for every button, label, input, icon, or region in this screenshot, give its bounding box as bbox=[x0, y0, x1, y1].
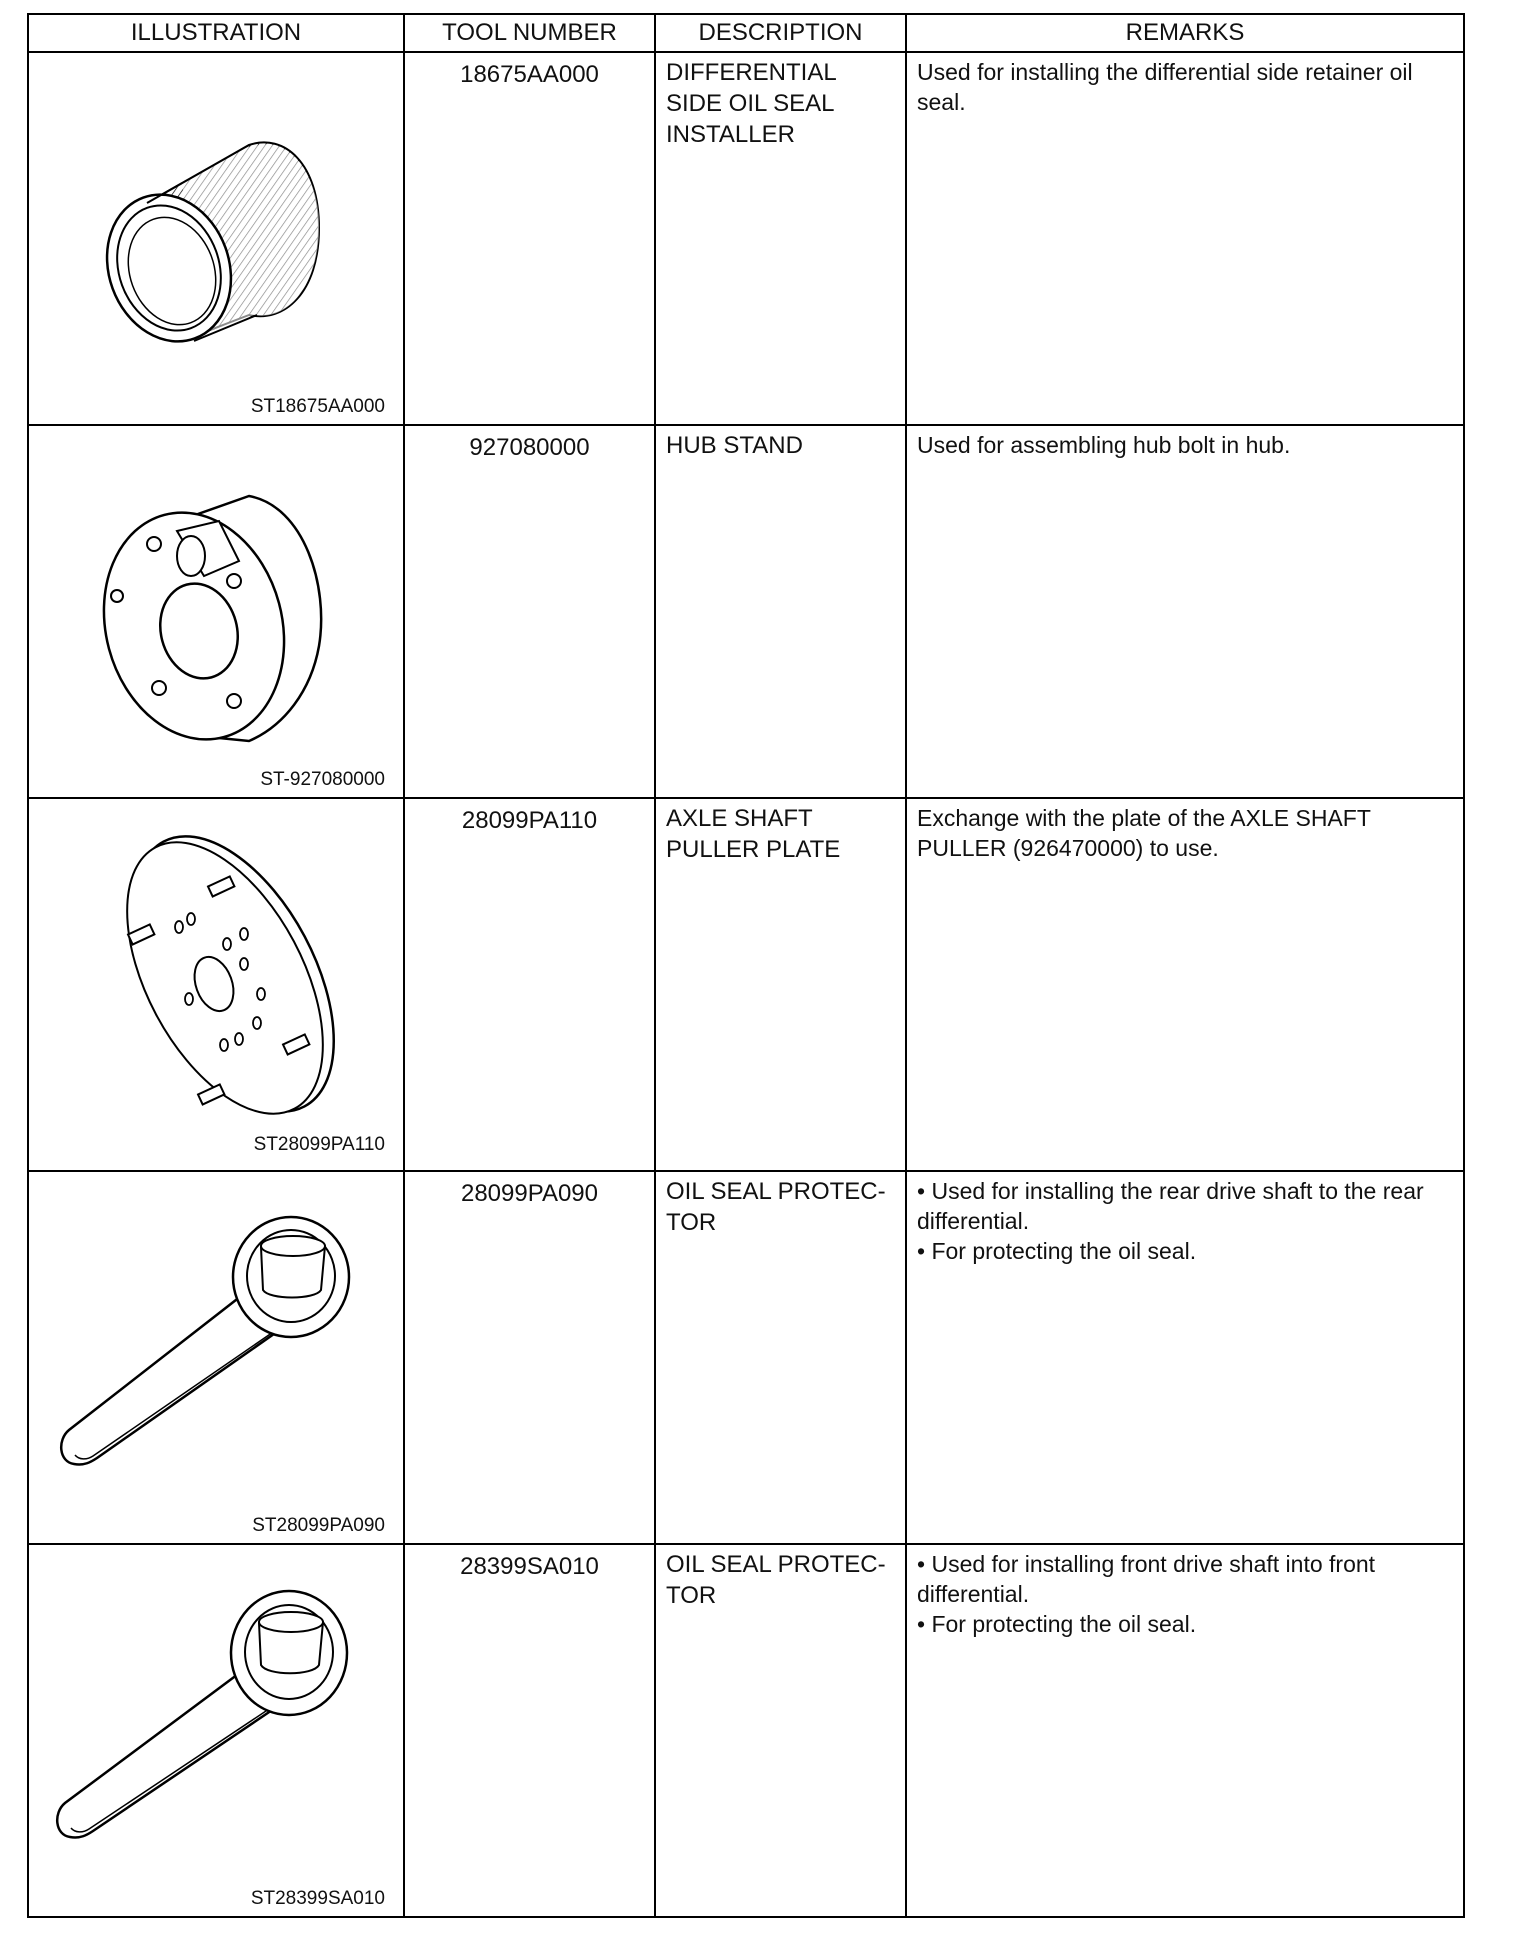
table-row bbox=[28, 425, 1464, 798]
illustration-cell bbox=[28, 52, 404, 425]
remarks-cell bbox=[906, 798, 1464, 1171]
remark-bullet: • For protecting the oil seal. bbox=[917, 1609, 1453, 1639]
illustration-code: ST28099PA110 bbox=[253, 1134, 385, 1155]
oil-seal-protector-icon bbox=[29, 1172, 403, 1543]
illustration-code: ST28099PA090 bbox=[252, 1515, 385, 1536]
remarks-cell bbox=[906, 1171, 1464, 1544]
description-cell: OIL SEAL PROTEC- TOR bbox=[655, 1171, 906, 1544]
illustration-cell bbox=[28, 798, 404, 1171]
header-illustration: ILLUSTRATION bbox=[28, 14, 404, 52]
special-tools-table bbox=[27, 13, 1465, 1918]
tool-number-cell: 28399SA010 bbox=[404, 1544, 655, 1917]
illustration-code: ST18675AA000 bbox=[250, 396, 385, 417]
remarks-cell bbox=[906, 1544, 1464, 1917]
remark-bullet: • Used for installing front drive shaft into front differential. bbox=[917, 1549, 1453, 1609]
seal-installer-icon bbox=[29, 53, 403, 424]
header-remarks: REMARKS bbox=[906, 14, 1464, 52]
illustration-cell bbox=[28, 425, 404, 798]
table-row bbox=[28, 798, 1464, 1171]
puller-plate-icon bbox=[29, 799, 403, 1162]
oil-seal-protector-icon bbox=[29, 1545, 403, 1916]
header-tool-number: TOOL NUMBER bbox=[404, 14, 655, 52]
table-row bbox=[28, 1544, 1464, 1917]
remark-bullet: • Used for installing the rear drive shaft to the rear differential. bbox=[917, 1176, 1453, 1236]
table-header-row bbox=[28, 14, 1464, 52]
description-cell: HUB STAND bbox=[655, 425, 906, 798]
description-cell: OIL SEAL PROTEC- TOR bbox=[655, 1544, 906, 1917]
tool-number-cell: 927080000 bbox=[404, 425, 655, 798]
remarks-cell bbox=[906, 425, 1464, 798]
description-cell: AXLE SHAFT PULLER PLATE bbox=[655, 798, 906, 1171]
hub-stand-icon bbox=[29, 426, 403, 797]
header-description: DESCRIPTION bbox=[655, 14, 906, 52]
table-row bbox=[28, 52, 1464, 425]
illustration-code: ST-927080000 bbox=[260, 769, 385, 790]
remark-bullet: • For protecting the oil seal. bbox=[917, 1236, 1453, 1266]
illustration-cell bbox=[28, 1544, 404, 1917]
illustration-cell bbox=[28, 1171, 404, 1544]
table-row bbox=[28, 1171, 1464, 1544]
tool-number-cell: 18675AA000 bbox=[404, 52, 655, 425]
remark-text: Used for installing the differential side retainer oil seal. bbox=[917, 59, 1413, 115]
description-cell: DIFFERENTIAL SIDE OIL SEAL INSTALLER bbox=[655, 52, 906, 425]
remark-text: Exchange with the plate of the AXLE SHAFT PULLER (926470000) to use. bbox=[917, 805, 1371, 861]
illustration-code: ST28399SA010 bbox=[250, 1888, 385, 1909]
tool-number-cell: 28099PA110 bbox=[404, 798, 655, 1171]
remarks-cell bbox=[906, 52, 1464, 425]
tool-number-cell: 28099PA090 bbox=[404, 1171, 655, 1544]
remark-text: Used for assembling hub bolt in hub. bbox=[917, 432, 1291, 458]
